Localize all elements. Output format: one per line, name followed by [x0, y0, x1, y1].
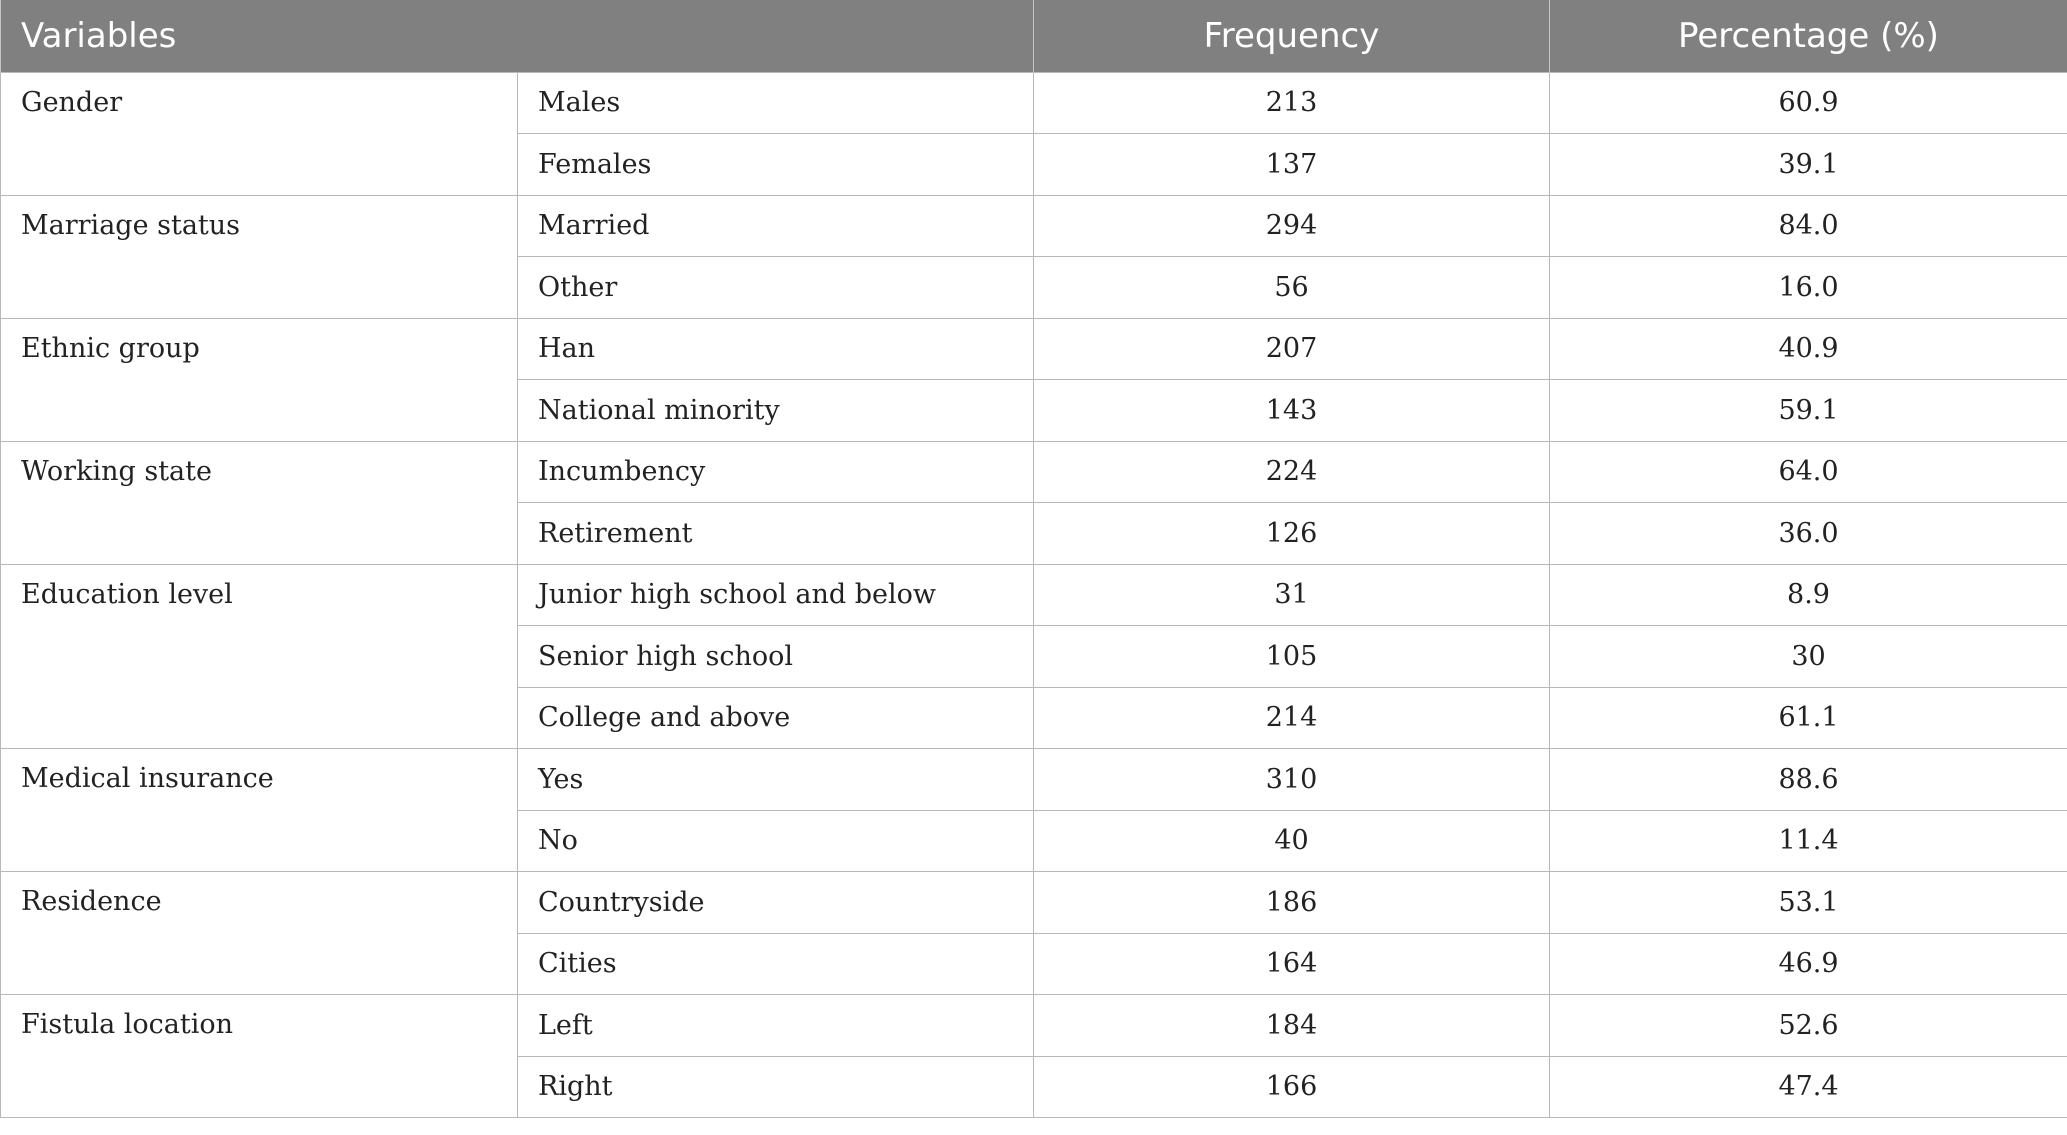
percentage-cell: 52.6	[1550, 995, 2067, 1057]
frequency-cell: 166	[1034, 1056, 1550, 1118]
frequency-cell: 224	[1034, 441, 1550, 503]
category-cell: Incumbency	[518, 441, 1034, 503]
header-variables: Variables	[1, 0, 1034, 72]
frequency-cell: 184	[1034, 995, 1550, 1057]
header-row	[1, 0, 2067, 72]
category-cell: Other	[518, 257, 1034, 319]
frequency-cell: 214	[1034, 687, 1550, 749]
table-header	[1, 0, 2067, 72]
frequency-cell: 143	[1034, 380, 1550, 442]
frequency-cell: 40	[1034, 810, 1550, 872]
variable-group-label: Fistula location	[1, 995, 518, 1118]
percentage-cell: 64.0	[1550, 441, 2067, 503]
variable-group-label: Residence	[1, 872, 518, 995]
table-body	[1, 72, 2067, 1118]
category-cell: Married	[518, 195, 1034, 257]
category-cell: Males	[518, 72, 1034, 134]
percentage-cell: 16.0	[1550, 257, 2067, 319]
category-cell: Senior high school	[518, 626, 1034, 688]
variable-group-label: Education level	[1, 564, 518, 749]
percentage-cell: 53.1	[1550, 872, 2067, 934]
category-cell: Han	[518, 318, 1034, 380]
percentage-cell: 59.1	[1550, 380, 2067, 442]
percentage-cell: 30	[1550, 626, 2067, 688]
table-row	[1, 564, 2067, 626]
frequency-cell: 31	[1034, 564, 1550, 626]
variable-group-label: Medical insurance	[1, 749, 518, 872]
percentage-cell: 40.9	[1550, 318, 2067, 380]
percentage-cell: 11.4	[1550, 810, 2067, 872]
table-row	[1, 318, 2067, 380]
frequency-cell: 186	[1034, 872, 1550, 934]
table-row	[1, 749, 2067, 811]
frequency-cell: 294	[1034, 195, 1550, 257]
table-row	[1, 72, 2067, 134]
variable-group-label: Gender	[1, 72, 518, 195]
header-percentage: Percentage (%)	[1550, 0, 2067, 72]
frequency-cell: 164	[1034, 933, 1550, 995]
percentage-cell: 8.9	[1550, 564, 2067, 626]
frequency-cell: 137	[1034, 134, 1550, 196]
category-cell: Yes	[518, 749, 1034, 811]
category-cell: Junior high school and below	[518, 564, 1034, 626]
header-frequency: Frequency	[1034, 0, 1550, 72]
percentage-cell: 88.6	[1550, 749, 2067, 811]
frequency-cell: 310	[1034, 749, 1550, 811]
category-cell: No	[518, 810, 1034, 872]
category-cell: Retirement	[518, 503, 1034, 565]
variable-group-label: Marriage status	[1, 195, 518, 318]
variable-group-label: Working state	[1, 441, 518, 564]
category-cell: Right	[518, 1056, 1034, 1118]
category-cell: Countryside	[518, 872, 1034, 934]
category-cell: College and above	[518, 687, 1034, 749]
percentage-cell: 36.0	[1550, 503, 2067, 565]
percentage-cell: 61.1	[1550, 687, 2067, 749]
category-cell: Left	[518, 995, 1034, 1057]
percentage-cell: 47.4	[1550, 1056, 2067, 1118]
category-cell: National minority	[518, 380, 1034, 442]
table-row	[1, 995, 2067, 1057]
variable-group-label: Ethnic group	[1, 318, 518, 441]
table-row	[1, 872, 2067, 934]
category-cell: Females	[518, 134, 1034, 196]
frequency-cell: 126	[1034, 503, 1550, 565]
percentage-cell: 39.1	[1550, 134, 2067, 196]
frequency-cell: 213	[1034, 72, 1550, 134]
frequency-cell: 56	[1034, 257, 1550, 319]
category-cell: Cities	[518, 933, 1034, 995]
frequency-cell: 105	[1034, 626, 1550, 688]
table-row	[1, 441, 2067, 503]
table-row	[1, 195, 2067, 257]
percentage-cell: 60.9	[1550, 72, 2067, 134]
percentage-cell: 84.0	[1550, 195, 2067, 257]
frequency-cell: 207	[1034, 318, 1550, 380]
percentage-cell: 46.9	[1550, 933, 2067, 995]
